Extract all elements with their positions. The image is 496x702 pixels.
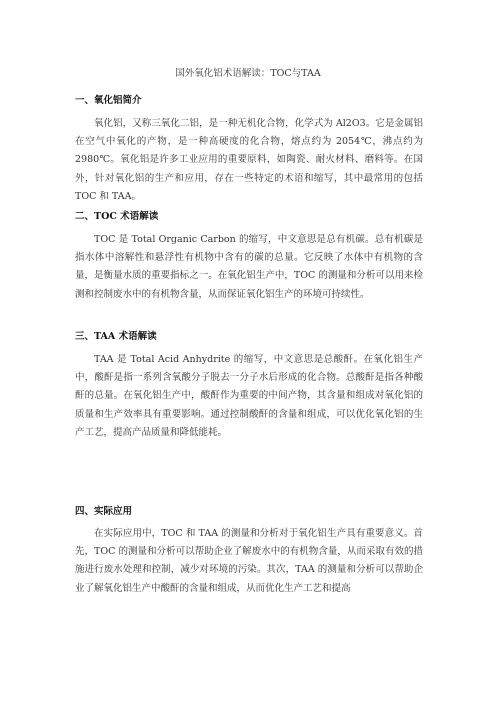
section-body-intro: 氧化铝，又称三氧化二铝，是一种无机化合物，化学式为 Al2O3。它是金属铝在空气中氧化的产物，是一种高硬度的化合物，熔点约为 2054℃，沸点约为 2980℃。氧化铝是许多工业应用的重要原料，如陶瓷、耐火材料、磨料等。在国外，针对氧化铝的生产和应用，存在一些特定的术语和缩写，其中最常用的包括 TOC 和 TAA。 xyxy=(75,118,423,202)
document-title: 国外氧化铝术语解读：TOC与TAA xyxy=(175,68,321,79)
section-heading-taa: 三、TAA 术语解读 xyxy=(75,331,157,342)
section-body-application: 在实际应用中，TOC 和 TAA 的测量和分析对于氧化铝生产具有重要意义。首先，TOC 的测量和分析可以帮助企业了解废水中的有机物含量，从而采取有效的措施进行废水处理和控制，减少对环境的污染。其次，TAA 的测量和分析可以帮助企业了解氧化铝生产中酸酐的含量和组成，从而优化生产工艺和提高 xyxy=(75,528,423,594)
section-heading-intro: 一、氧化铝简介 xyxy=(75,95,142,106)
section-heading-toc: 二、TOC 术语解读 xyxy=(75,211,159,222)
section-body-taa: TAA 是 Total Acid Anhydrite 的缩写，中文意思是总酸酐。在氧化铝生产中，酸酐是指一系列含氧酸分子脱去一分子水后形成的化合物。总酸酐是指各种酸酐的总量。在氧化铝生产中，酸酐作为重要的中间产物，其含量和组成对氧化铝的质量和生产效率具有重要影响。通过控制酸酐的含量和组成，可以优化氧化铝的生产工艺，提高产品质量和降低能耗。 xyxy=(75,354,423,438)
section-body-toc: TOC 是 Total Organic Carbon 的缩写，中文意思是总有机碳。总有机碳是指水体中溶解性和悬浮性有机物中含有的碳的总量。它反映了水体中有机物的含量，是衡量水质的重要指标之一。在氧化铝生产中，TOC 的测量和分析可以用来检测和控制废水中的有机物含量，从而保证氧化铝生产的环境可持续性。 xyxy=(75,234,423,300)
section-heading-application: 四、实际应用 xyxy=(75,506,133,517)
